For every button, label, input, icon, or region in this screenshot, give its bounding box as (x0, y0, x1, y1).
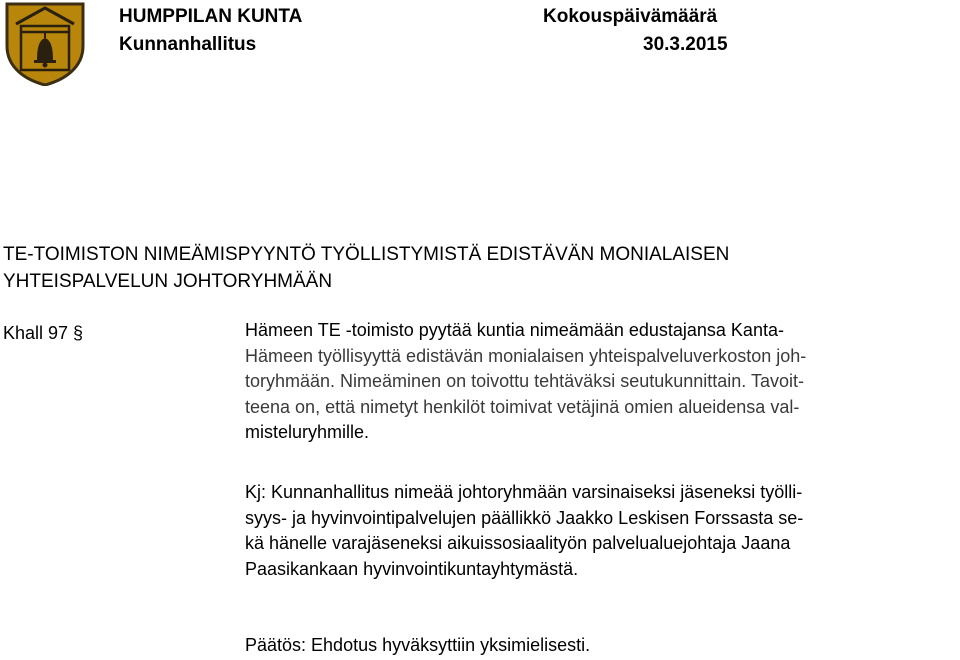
item-title-line: TE-TOIMISTON NIMEÄMISPYYNTÖ TYÖLLISTYMISTÄ EDISTÄVÄN MONIALAISEN (3, 244, 730, 265)
paragraph-line: Kj: Kunnanhallitus nimeää johtoryhmään varsinaiseksi jäseneksi työlli- (245, 482, 803, 502)
item-title (3, 241, 729, 295)
paragraph-line: toryhmään. Nimeäminen on toivottu tehtäväksi seutukunnittain. Tavoit- (245, 371, 804, 392)
paragraph-line: teena on, että nimetyt henkilöt toimivat vetäjinä omien alueidensa val- (245, 396, 800, 417)
proposal-paragraph (245, 480, 803, 582)
paragraph-line: syys- ja hyvinvointipalvelujen päällikkö Jaakko Leskisen Forssasta se- (245, 507, 804, 528)
paragraph-line: misteluryhmille. (245, 422, 370, 443)
paragraph-line: kä hänelle varajäseneksi aikuissosiaalityön palvelualuejohtaja Jaana (245, 533, 791, 554)
meeting-date-label: Kokouspäivämäärä (543, 6, 718, 27)
coat-of-arms-logo (4, 2, 86, 86)
governing-body: Kunnanhallitus (119, 34, 257, 55)
paragraph-line: Hämeen TE -toimisto pyytää kuntia nimeämään edustajansa Kanta- (245, 320, 784, 340)
paragraph-line: Paasikankaan hyvinvointikuntayhtymästä. (245, 558, 579, 579)
paragraph-line: Hämeen työllisyyttä edistävän monialaisen yhteispalveluverkoston joh- (245, 345, 807, 366)
meeting-date: 30.3.2015 (643, 34, 728, 55)
intro-paragraph (245, 318, 806, 446)
section-reference: Khall 97 § (3, 323, 84, 343)
item-title-line: YHTEISPALVELUN JOHTORYHMÄÄN (3, 271, 333, 292)
organization-name: HUMPPILAN KUNTA (119, 6, 303, 27)
decision-text: Päätös: Ehdotus hyväksyttiin yksimielisesti. (245, 635, 591, 655)
